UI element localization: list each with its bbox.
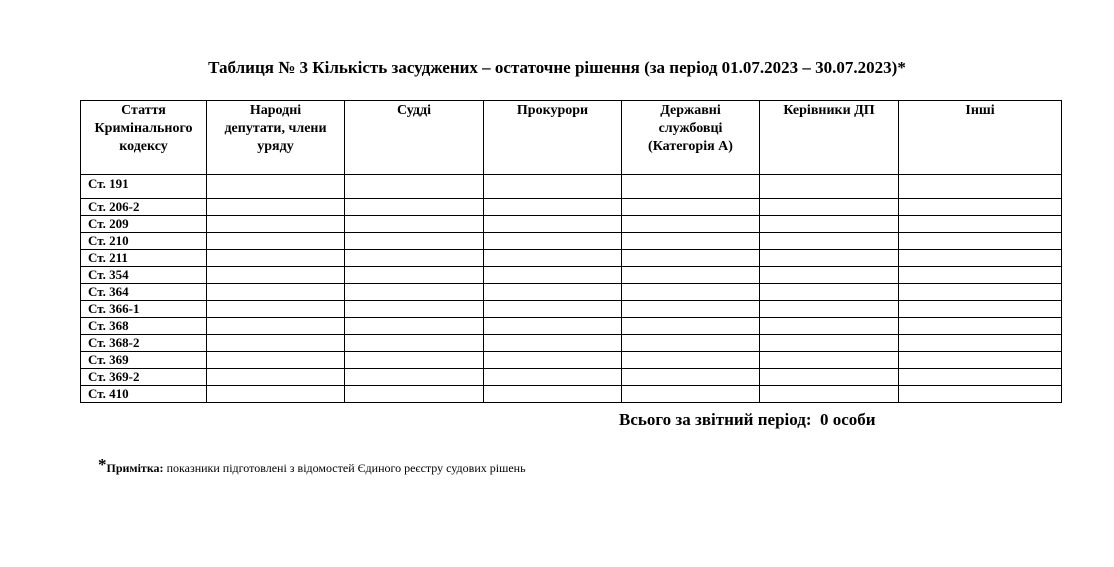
empty-cell <box>622 250 760 267</box>
col-header-prosecutors <box>484 101 622 175</box>
empty-cell <box>760 301 899 318</box>
empty-cell <box>760 250 899 267</box>
empty-cell <box>207 175 345 199</box>
empty-cell <box>207 233 345 250</box>
header-line: (Категорія А) <box>648 139 733 154</box>
empty-cell <box>345 216 484 233</box>
empty-cell <box>899 216 1062 233</box>
empty-cell <box>760 352 899 369</box>
empty-cell <box>760 216 899 233</box>
article-cell: Ст. 410 <box>81 386 207 403</box>
empty-cell <box>622 199 760 216</box>
empty-cell <box>622 284 760 301</box>
header-line: уряду <box>257 139 294 154</box>
empty-cell <box>484 267 622 284</box>
header-line: службовці <box>658 121 723 136</box>
empty-cell <box>760 233 899 250</box>
empty-cell <box>484 284 622 301</box>
empty-cell <box>622 369 760 386</box>
empty-cell <box>899 250 1062 267</box>
col-header-others <box>899 101 1062 175</box>
empty-cell <box>760 267 899 284</box>
empty-cell <box>899 284 1062 301</box>
header-line: кодексу <box>119 139 168 154</box>
empty-cell <box>207 284 345 301</box>
empty-cell <box>899 301 1062 318</box>
table-row <box>81 301 1062 318</box>
header-line: депутати, члени <box>224 121 327 136</box>
empty-cell <box>899 369 1062 386</box>
empty-cell <box>207 199 345 216</box>
empty-cell <box>207 318 345 335</box>
table-row <box>81 284 1062 301</box>
empty-cell <box>899 233 1062 250</box>
empty-cell <box>207 386 345 403</box>
empty-cell <box>760 369 899 386</box>
header-line: Кримінального <box>94 121 193 136</box>
empty-cell <box>484 318 622 335</box>
empty-cell <box>484 352 622 369</box>
empty-cell <box>622 233 760 250</box>
empty-cell <box>484 175 622 199</box>
article-cell: Ст. 368-2 <box>81 335 207 352</box>
asterisk-mark: * <box>98 455 107 474</box>
article-cell: Ст. 211 <box>81 250 207 267</box>
total-label: Всього за звітний період: <box>619 410 812 429</box>
empty-cell <box>345 250 484 267</box>
empty-cell <box>760 335 899 352</box>
empty-cell <box>345 199 484 216</box>
empty-cell <box>622 318 760 335</box>
empty-cell <box>484 199 622 216</box>
table-row <box>81 175 1062 199</box>
article-cell: Ст. 210 <box>81 233 207 250</box>
empty-cell <box>345 284 484 301</box>
empty-cell <box>345 301 484 318</box>
table-row <box>81 216 1062 233</box>
empty-cell <box>899 267 1062 284</box>
table-body <box>81 175 1062 403</box>
total-value: 0 особи <box>820 410 876 429</box>
empty-cell <box>899 318 1062 335</box>
header-line: Народні <box>249 103 302 118</box>
empty-cell <box>899 175 1062 199</box>
empty-cell <box>760 199 899 216</box>
empty-cell <box>622 267 760 284</box>
empty-cell <box>622 352 760 369</box>
article-cell: Ст. 364 <box>81 284 207 301</box>
empty-cell <box>345 335 484 352</box>
empty-cell <box>345 352 484 369</box>
empty-cell <box>484 335 622 352</box>
total-summary <box>619 410 876 430</box>
header-line: Державні <box>660 103 721 118</box>
article-cell: Ст. 191 <box>81 175 207 199</box>
empty-cell <box>484 369 622 386</box>
empty-cell <box>207 267 345 284</box>
header-line: Керівники ДП <box>783 103 875 118</box>
col-header-se-heads <box>760 101 899 175</box>
table-row <box>81 318 1062 335</box>
table-row <box>81 199 1062 216</box>
empty-cell <box>207 369 345 386</box>
table-row <box>81 267 1062 284</box>
empty-cell <box>345 369 484 386</box>
note-label: Примітка: <box>106 461 164 475</box>
table-row <box>81 369 1062 386</box>
empty-cell <box>899 335 1062 352</box>
empty-cell <box>622 301 760 318</box>
header-line: Прокурори <box>516 103 589 118</box>
header-line: Інші <box>965 103 995 118</box>
table-header-row <box>81 101 1062 175</box>
empty-cell <box>760 284 899 301</box>
col-header-mps <box>207 101 345 175</box>
article-cell: Ст. 206-2 <box>81 199 207 216</box>
empty-cell <box>207 335 345 352</box>
empty-cell <box>622 216 760 233</box>
table-row <box>81 335 1062 352</box>
empty-cell <box>207 352 345 369</box>
empty-cell <box>484 233 622 250</box>
header-line: Судді <box>397 103 431 118</box>
empty-cell <box>622 386 760 403</box>
article-cell: Ст. 369 <box>81 352 207 369</box>
article-cell: Ст. 209 <box>81 216 207 233</box>
empty-cell <box>484 386 622 403</box>
page-title: Таблиця № 3 Кількість засуджених – остаточне рішення (за період 01.07.2023 – 30.07.2023)* <box>208 58 906 77</box>
col-header-civil-servants <box>622 101 760 175</box>
convictions-table <box>80 100 1062 403</box>
article-cell: Ст. 368 <box>81 318 207 335</box>
empty-cell <box>207 250 345 267</box>
table-row <box>81 352 1062 369</box>
table-row <box>81 386 1062 403</box>
table-row <box>81 250 1062 267</box>
empty-cell <box>484 301 622 318</box>
empty-cell <box>484 216 622 233</box>
col-header-article <box>81 101 207 175</box>
empty-cell <box>345 386 484 403</box>
empty-cell <box>760 386 899 403</box>
col-header-judges <box>345 101 484 175</box>
empty-cell <box>622 175 760 199</box>
footnote <box>98 457 526 477</box>
empty-cell <box>484 250 622 267</box>
empty-cell <box>899 199 1062 216</box>
empty-cell <box>345 267 484 284</box>
article-cell: Ст. 354 <box>81 267 207 284</box>
article-cell: Ст. 366-1 <box>81 301 207 318</box>
empty-cell <box>345 233 484 250</box>
empty-cell <box>760 175 899 199</box>
empty-cell <box>345 175 484 199</box>
empty-cell <box>899 352 1062 369</box>
header-line: Стаття <box>121 103 166 118</box>
note-text: показники підготовлені з відомостей Єдиного реєстру судових рішень <box>166 461 526 475</box>
article-cell: Ст. 369-2 <box>81 369 207 386</box>
empty-cell <box>760 318 899 335</box>
empty-cell <box>345 318 484 335</box>
empty-cell <box>899 386 1062 403</box>
empty-cell <box>207 301 345 318</box>
empty-cell <box>622 335 760 352</box>
empty-cell <box>207 216 345 233</box>
table-row <box>81 233 1062 250</box>
